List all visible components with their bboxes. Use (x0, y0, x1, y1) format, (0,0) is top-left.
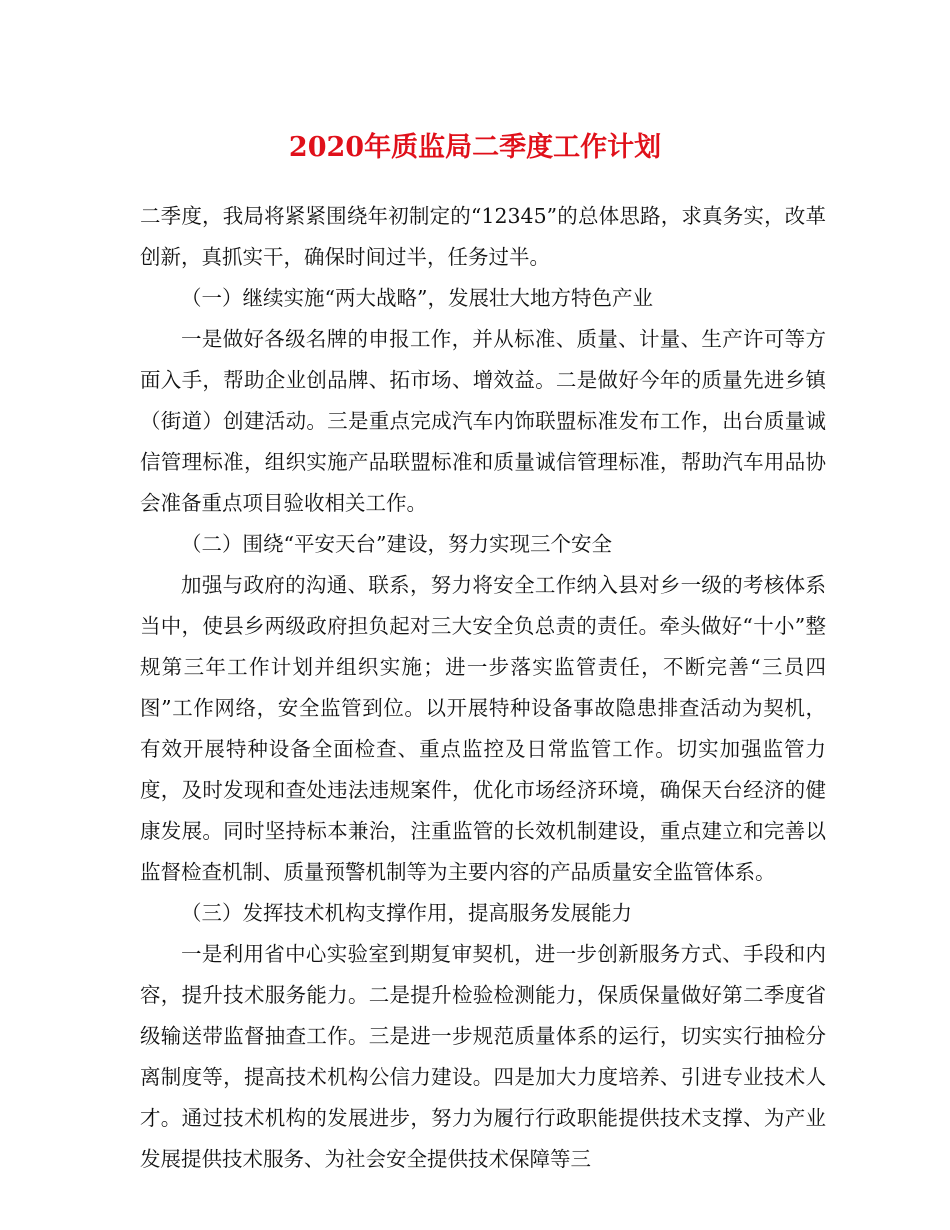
body-paragraph-1: 一是做好各级名牌的申报工作，并从标准、质量、计量、生产许可等方面入手，帮助企业创品牌、拓市场、增效益。二是做好今年的质量先进乡镇（街道）创建活动。三是重点完成汽车内饰联盟标准发布工作，出台质量诚信管理标准，组织实施产品联盟标准和质量诚信管理标准，帮助汽车用品协会准备重点项目验收相关工作。 (140, 327, 826, 515)
section-heading-2: （二）围绕“平安天台”建设，努力实现三个安全 (181, 532, 612, 556)
section-heading-3: （三）发挥技术机构支撑作用，提高服务发展能力 (181, 901, 632, 925)
body-paragraph-2: 加强与政府的沟通、联系，努力将安全工作纳入县对乡一级的考核体系当中，使县乡两级政府担负起对三大安全负总责的责任。牵头做好“十小”整规第三年工作计划并组织实施；进一步落实监管责任，不断完善“三员四图”工作网络，安全监管到位。以开展特种设备事故隐患排查活动为契机，有效开展特种设备全面检查、重点监控及日常监管工作。切实加强监管力度，及时发现和查处违法违规案件，优化市场经济环境，确保天台经济的健康发展。同时坚持标本兼治，注重监管的长效机制建设，重点建立和完善以监督检查机制、质量预警机制等为主要内容的产品质量安全监管体系。 (140, 573, 826, 884)
body-paragraph-3: 一是利用省中心实验室到期复审契机，进一步创新服务方式、手段和内容，提升技术服务能力。二是提升检验检测能力，保质保量做好第二季度省级输送带监督抽查工作。三是进一步规范质量体系的运行，切实实行抽检分离制度等，提高技术机构公信力建设。四是加大力度培养、引进专业技术人才。通过技术机构的发展进步，努力为履行行政职能提供技术支撑、为产业发展提供技术服务、为社会安全提供技术保障等三 (140, 942, 826, 1171)
lead-paragraph: 二季度，我局将紧紧围绕年初制定的“12345”的总体思路，求真务实，改革创新，真抓实干，确保时间过半，任务过半。 (140, 204, 826, 269)
document-title: 2020年质监局二季度工作计划 (288, 132, 662, 163)
section-heading-1: （一）继续实施“两大战略”，发展壮大地方特色产业 (181, 286, 653, 310)
document-body (140, 196, 826, 1180)
